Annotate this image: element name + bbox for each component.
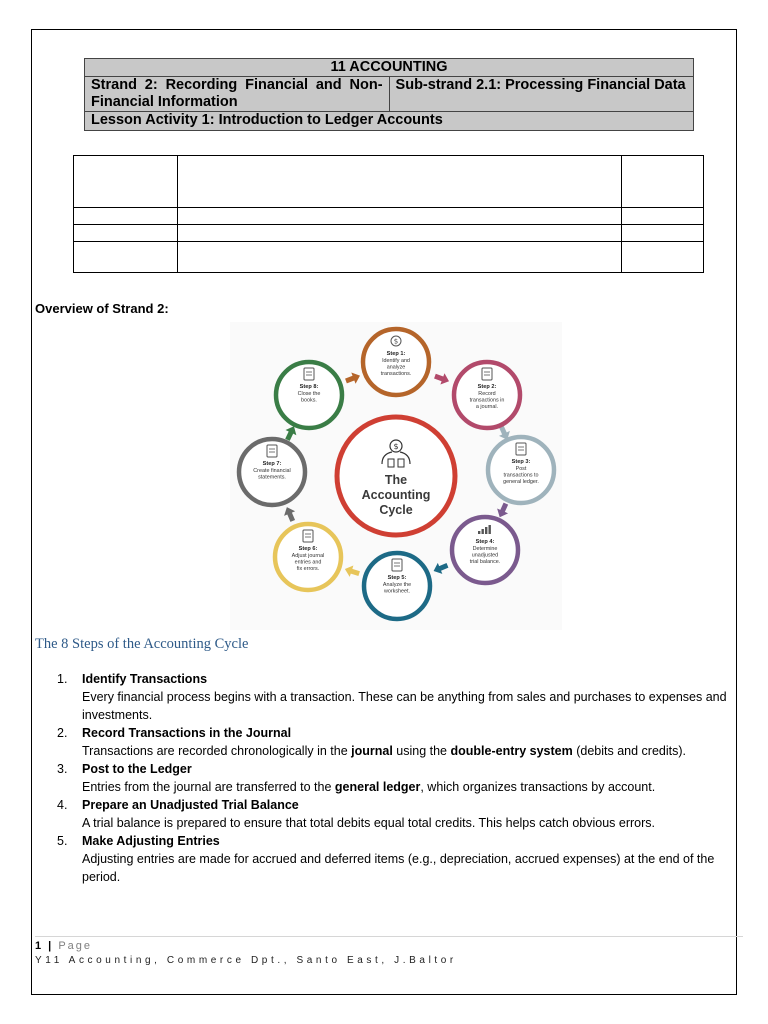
lesson-header-table (84, 58, 694, 131)
step-title: Identify Transactions (82, 672, 208, 686)
step-label: Step 7: (262, 461, 282, 467)
description-text: Every financial process begins with a transaction. These can be anything from sales and purchases to expenses and investments. (82, 690, 727, 722)
empty-info-table (73, 155, 704, 273)
step-number: 3. (57, 762, 68, 776)
center-title-line: Cycle (379, 503, 413, 517)
lesson-title: Lesson Activity 1: Introduction to Ledger Accounts (85, 112, 694, 131)
table-cell (622, 156, 704, 208)
step-circle-2 (454, 362, 520, 428)
sub-strand-cell: Sub-strand 2.1: Processing Financial Data (389, 77, 693, 112)
table-cell (74, 208, 178, 225)
bold-term: journal (351, 744, 393, 758)
step-description (82, 814, 742, 832)
step-number: 2. (57, 726, 68, 740)
step-circle-4 (452, 517, 518, 583)
step-number: 5. (57, 834, 68, 848)
center-title-line: Accounting (361, 488, 431, 502)
bold-term: double-entry system (450, 744, 573, 758)
table-cell (74, 225, 178, 242)
accounting-cycle-diagram (230, 322, 562, 630)
step-text-line: statements. (258, 474, 286, 481)
step-list-item (57, 724, 742, 760)
step-list-item (57, 670, 742, 724)
step-text-line: transactions. (380, 371, 412, 377)
step-number: 1. (57, 672, 68, 686)
step-label: Step 1: (386, 351, 406, 357)
step-text-line: general ledger. (503, 479, 539, 485)
step-text-line: Analyze the (382, 582, 412, 588)
dollar-glyph: $ (393, 442, 399, 451)
step-text-line: entries and (294, 559, 322, 566)
step-title: Prepare an Unadjusted Trial Balance (82, 798, 299, 812)
section-heading: The 8 Steps of the Accounting Cycle (35, 636, 249, 652)
table-cell (178, 156, 622, 208)
step-list-item (57, 832, 742, 886)
center-title-line: The (384, 473, 408, 487)
step-circle-6 (275, 524, 341, 590)
table-cell (74, 156, 178, 208)
table-cell (74, 242, 178, 273)
step-text-line: books. (301, 397, 317, 404)
table-cell (178, 208, 622, 225)
description-text: using the (392, 744, 451, 758)
step-title: Post to the Ledger (82, 762, 192, 776)
step-label: Step 4: (475, 539, 495, 545)
step-circle-5 (364, 553, 430, 619)
step-label: Step 6: (298, 546, 318, 552)
step-text-line: Post (515, 466, 527, 472)
bar-shape (478, 531, 480, 534)
description-text: Transactions are recorded chronologically in the (82, 744, 352, 758)
step-label: Step 2: (477, 384, 497, 390)
step-number: 4. (57, 798, 68, 812)
description-text: , which organizes transactions by account. (420, 780, 656, 794)
step-description (82, 850, 742, 886)
step-text-line: Record (478, 391, 496, 397)
step-description (82, 742, 742, 760)
step-text-line: fix errors. (296, 566, 320, 572)
bar-shape (489, 525, 491, 534)
step-text-line: Determine (472, 546, 498, 552)
step-title: Record Transactions in the Journal (82, 726, 292, 740)
steps-list (57, 670, 742, 886)
step-list-item (57, 796, 742, 832)
overview-heading: Overview of Strand 2: (35, 301, 169, 316)
description-text: Adjusting entries are made for accrued and deferred items (e.g., depreciation, accrued expenses) at the end of the period. (82, 852, 715, 884)
description-text: A trial balance is prepared to ensure that total debits equal total credits. This helps catch obvious errors. (82, 816, 656, 830)
step-label: Step 3: (511, 459, 531, 465)
step-text-line: Create financial (253, 468, 291, 474)
step-text-line: a journal. (475, 404, 499, 410)
dollar-glyph: $ (393, 337, 399, 346)
strand-cell: Strand 2: Recording Financial and Non-Financial Information (85, 77, 390, 112)
footer-credit: Y11 Accounting, Commerce Dpt., Santo East, J.Baltor (35, 955, 457, 966)
step-text-line: unadjusted (471, 552, 499, 559)
bar-shape (485, 527, 487, 534)
table-cell (622, 242, 704, 273)
step-circle-3 (488, 437, 554, 503)
table-cell (178, 242, 622, 273)
step-text-line: trial balance. (469, 559, 501, 565)
step-description (82, 778, 742, 796)
step-list-item (57, 760, 742, 796)
bar-shape (482, 529, 484, 534)
step-text-line: worksheet. (383, 588, 411, 595)
page-number: 1 (35, 940, 44, 952)
footer-divider (35, 936, 743, 937)
step-circle-7 (239, 439, 305, 505)
description-text: (debits and credits). (572, 744, 686, 758)
step-text-line: transactions in (469, 397, 505, 404)
step-circle-1 (363, 329, 429, 395)
bold-term: general ledger (334, 780, 421, 794)
step-text-line: analyze (386, 364, 406, 371)
step-description (82, 688, 742, 724)
step-text-line: Close the (297, 391, 321, 397)
step-text-line: Identify and (382, 358, 410, 364)
step-text-line: Adjust journal (291, 553, 325, 559)
page-label: Page (58, 940, 93, 952)
page-separator: | (43, 940, 59, 952)
table-cell (178, 225, 622, 242)
step-text-line: transactions to (503, 472, 539, 479)
step-label: Step 8: (299, 384, 319, 390)
step-label: Step 5: (387, 575, 407, 581)
table-cell (622, 208, 704, 225)
step-circle-8 (276, 362, 342, 428)
table-cell (622, 225, 704, 242)
description-text: Entries from the journal are transferred to the (82, 780, 335, 794)
step-title: Make Adjusting Entries (82, 834, 220, 848)
course-title: 11 ACCOUNTING (85, 59, 694, 77)
footer-page-number (35, 940, 92, 952)
